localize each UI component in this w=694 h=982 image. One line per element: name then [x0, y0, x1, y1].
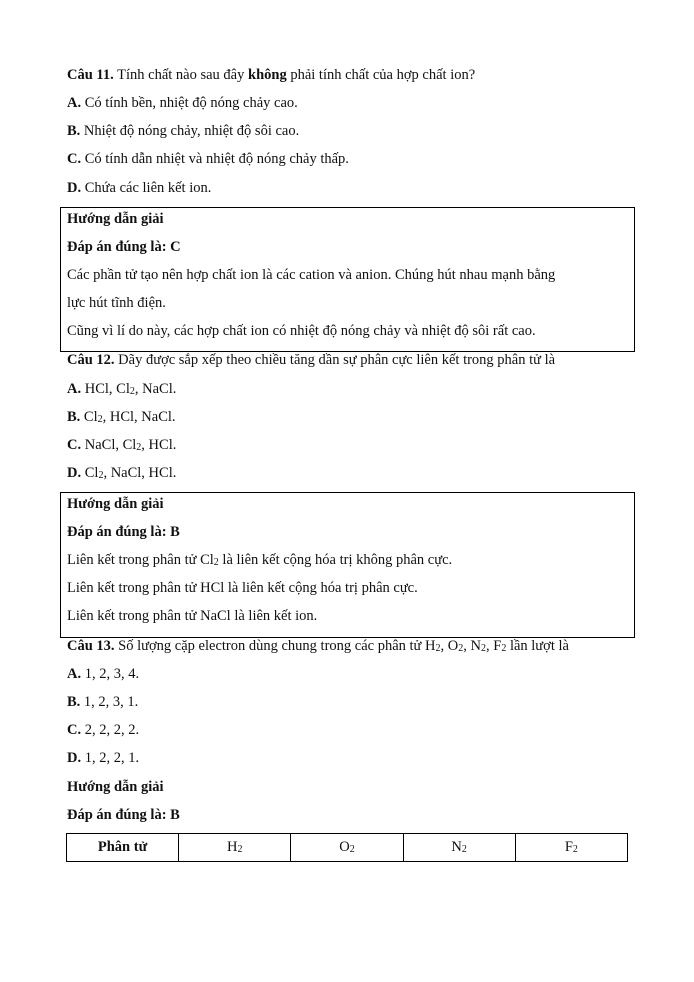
- subscript: 2: [98, 470, 104, 481]
- header-text: Phân tử: [97, 839, 148, 855]
- q13-answer: [67, 806, 180, 824]
- subscript: 2: [480, 643, 486, 654]
- table-cell: [403, 834, 515, 862]
- option-text: 1, 2, 3, 4.: [84, 666, 140, 682]
- table-cell: [291, 834, 403, 862]
- q13-label: Câu 13.: [67, 638, 115, 654]
- q13-text: Số lượng cặp electron dùng chung trong các phân tử H: [118, 638, 436, 654]
- answer-text: Đáp án đúng là: B: [67, 807, 180, 823]
- q13-option-b: [67, 693, 138, 711]
- option-text: , NaCl.: [134, 381, 177, 397]
- q11-explanation-line-2: lực hút tĩnh điện.: [67, 295, 166, 311]
- q12-option-b: [67, 408, 176, 426]
- q12-text: Dãy được sắp xếp theo chiều tăng dần sự phân cực liên kết trong phân tử là: [118, 352, 556, 368]
- q13-option-a: [67, 665, 139, 683]
- option-text: HCl, Cl: [84, 381, 130, 397]
- option-text: , NaCl, HCl.: [103, 465, 177, 481]
- option-letter: B.: [67, 123, 81, 139]
- subscript: 2: [349, 844, 355, 855]
- solution-heading-text: Hướng dẫn giải: [67, 779, 164, 795]
- option-letter: B.: [67, 694, 81, 710]
- answer-text: Đáp án đúng là: B: [67, 524, 180, 540]
- subscript: 2: [458, 643, 464, 654]
- q13-text: , F: [485, 638, 502, 654]
- option-text: , HCl.: [141, 437, 177, 453]
- explanation-text: Liên kết trong phân tử Cl: [67, 552, 214, 568]
- q11-option-b: [67, 122, 299, 140]
- subscript: 2: [461, 844, 467, 855]
- q11-text-part1: Tính chất nào sau đây: [117, 67, 245, 83]
- q11-solution-box: [60, 207, 635, 352]
- option-text: Có tính bền, nhiệt độ nóng chảy cao.: [84, 95, 298, 111]
- q13-text: , O: [440, 638, 459, 654]
- solution-heading-text: Hướng dẫn giải: [67, 496, 164, 512]
- q13-text: , N: [463, 638, 481, 654]
- q12-explanation-line-2: Liên kết trong phân tử HCl là liên kết cộng hóa trị phân cực.: [67, 580, 418, 596]
- option-letter: A.: [67, 381, 82, 397]
- option-text: Cl: [83, 409, 98, 425]
- option-letter: C.: [67, 151, 82, 167]
- explanation-text: là liên kết cộng hóa trị không phân cực.: [218, 552, 453, 568]
- answer-text: Đáp án đúng là: C: [67, 239, 181, 255]
- q12-label: Câu 12.: [67, 352, 115, 368]
- subscript: 2: [129, 386, 135, 397]
- q12-option-c: [67, 436, 176, 454]
- q12-solution-box: [60, 492, 635, 638]
- q12-option-a: [67, 380, 176, 398]
- option-text: Cl: [84, 465, 99, 481]
- option-text: NaCl, Cl: [84, 437, 137, 453]
- subscript: 2: [97, 414, 103, 425]
- q13-stem: [67, 637, 569, 655]
- q11-stem: [67, 66, 475, 84]
- q12-answer: [67, 523, 180, 541]
- table-cell: [515, 834, 627, 862]
- option-letter: D.: [67, 465, 82, 481]
- q11-text-part2: phải tính chất của hợp chất ion?: [290, 67, 476, 83]
- option-letter: D.: [67, 750, 82, 766]
- q11-label: Câu 11.: [67, 67, 114, 83]
- cell-text: H: [227, 839, 238, 855]
- option-text: 2, 2, 2, 2.: [84, 722, 140, 738]
- q11-solution-heading: [67, 210, 164, 228]
- table-row: [67, 834, 628, 862]
- cell-text: F: [564, 839, 573, 855]
- subscript: 2: [136, 442, 142, 453]
- q11-answer: [67, 238, 181, 256]
- q12-explanation-line-3: Liên kết trong phân tử NaCl là liên kết ion.: [67, 608, 318, 624]
- q12-explanation-line-1: [67, 551, 452, 569]
- option-text: Chứa các liên kết ion.: [84, 180, 212, 196]
- q13-option-d: [67, 749, 139, 767]
- molecule-table: [66, 833, 628, 862]
- q12-option-d: [67, 464, 176, 482]
- subscript: 2: [501, 643, 507, 654]
- q12-solution-heading: [67, 495, 164, 513]
- q11-option-d: [67, 179, 211, 197]
- subscript: 2: [572, 844, 578, 855]
- cell-text: N: [451, 839, 462, 855]
- option-letter: B.: [67, 409, 81, 425]
- option-text: Có tính dẫn nhiệt và nhiệt độ nóng chảy thấp.: [84, 151, 349, 167]
- table-cell: [179, 834, 291, 862]
- q11-option-a: [67, 94, 298, 112]
- q11-option-c: [67, 150, 349, 168]
- option-letter: D.: [67, 180, 82, 196]
- q12-stem: [67, 351, 555, 369]
- option-text: 1, 2, 3, 1.: [83, 694, 139, 710]
- q11-explanation-line-1: Các phần tử tạo nên hợp chất ion là các cation và anion. Chúng hút nhau mạnh bằng: [67, 267, 556, 283]
- subscript: 2: [435, 643, 441, 654]
- subscript: 2: [237, 844, 243, 855]
- option-letter: A.: [67, 666, 82, 682]
- q13-option-c: [67, 721, 139, 739]
- option-letter: C.: [67, 722, 82, 738]
- option-letter: C.: [67, 437, 82, 453]
- option-letter: A.: [67, 95, 82, 111]
- q13-solution-heading: [67, 778, 164, 796]
- q11-text-bold: không: [248, 67, 287, 83]
- q13-text: lần lượt là: [506, 638, 569, 654]
- table-header-cell: [67, 834, 179, 862]
- option-text: 1, 2, 2, 1.: [84, 750, 140, 766]
- subscript: 2: [213, 557, 219, 568]
- solution-heading-text: Hướng dẫn giải: [67, 211, 164, 227]
- cell-text: O: [339, 839, 350, 855]
- option-text: , HCl, NaCl.: [102, 409, 176, 425]
- q11-explanation-line-3: Cũng vì lí do này, các hợp chất ion có nhiệt độ nóng chảy và nhiệt độ sôi rất cao.: [67, 323, 536, 339]
- option-text: Nhiệt độ nóng chảy, nhiệt độ sôi cao.: [83, 123, 300, 139]
